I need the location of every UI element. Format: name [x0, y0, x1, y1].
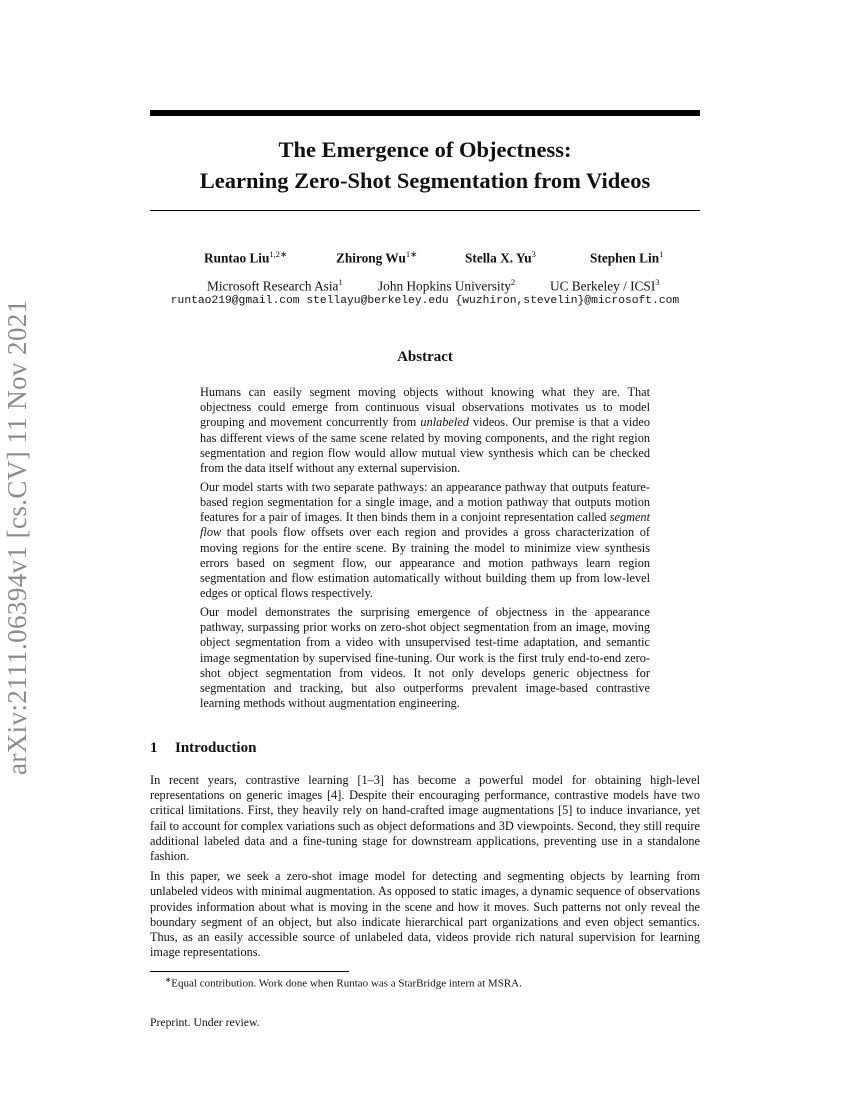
affiliation-name: John Hopkins University — [378, 278, 511, 294]
intro-paragraph-2: In this paper, we seek a zero-shot image model for detecting and segmenting objects by learning from unlabeled videos with minimal augmentation. As opposed to static images, a dynamic sequence of observations provides information about what is moving in the scene and how it moves. Such patterns not only reveal the boundary segment of an object, but also indicate hierarchical part organizations and even object semantics. Thus, as an easily accessible source of unlabeled data, videos provide rich natural supervision for learning image representations. — [150, 869, 700, 960]
author-1 — [204, 249, 287, 266]
abstract-heading: Abstract — [397, 349, 453, 365]
affiliation-name: Microsoft Research Asia — [207, 278, 339, 294]
author-name: Stella X. Yu — [465, 250, 532, 266]
author-name: Stephen Lin — [590, 250, 660, 266]
affiliation-3 — [550, 277, 660, 294]
abstract-text: videos. Our premise is that a video has different views of the same scene related by moving components, and the right region segmentation and region flow would allow mutual view synthesis which can be checked from the data itself without any external supervision. — [200, 415, 650, 476]
abstract-paragraph-1 — [200, 385, 650, 476]
affiliation-name: UC Berkeley / ICSI — [550, 278, 656, 294]
author-affil-mark: 1 — [659, 249, 664, 259]
footnote-rule — [150, 971, 349, 972]
abstract-emphasis: segment flow — [200, 510, 650, 540]
arxiv-stamp: arXiv:2111.06394v1 [cs.CV] 11 Nov 2021 — [2, 299, 32, 775]
section-title: Introduction — [175, 740, 257, 756]
section-number: 1 — [150, 740, 158, 756]
affiliation-2 — [378, 277, 515, 294]
affiliation-1 — [207, 277, 343, 294]
footnote — [165, 975, 522, 990]
author-2 — [336, 249, 417, 266]
title-top-rule — [150, 110, 700, 116]
paper-title — [150, 134, 700, 196]
abstract-text: Our model starts with two separate pathways: an appearance pathway that outputs feature-based region segmentation for a single image, and a motion pathway that outputs motion features for a pair of images. It then binds them in a conjoint representation called — [200, 479, 650, 525]
title-line-2: Learning Zero-Shot Segmentation from Videos — [199, 168, 651, 193]
section-heading-introduction — [150, 740, 256, 757]
intro-paragraph-1: In recent years, contrastive learning [1–3] has become a powerful model for obtaining high-level representations on generic images [4]. Despite their encouraging performance, contrastive models have two critical limitations. First, they heavily rely on hand-crafted image augmentations [5] to induce invariance, yet fail to account for complex variations such as object deformations and 3D viewpoints. Second, they still require additional labeled data and a fine-tuning stage for downstream applications, preventing use in a standalone fashion. — [150, 773, 700, 864]
abstract-paragraph-2 — [200, 480, 650, 602]
footnote-text: Equal contribution. Work done when Runtao was a StarBridge intern at MSRA. — [171, 977, 522, 990]
title-bottom-rule — [150, 210, 700, 211]
footnote-mark: ∗ — [165, 975, 172, 984]
abstract-text: that pools flow offsets over each region and provides a gross characterization of moving regions for the entire scene. By training the model to minimize view synthesis errors based on segment flow, our appearance and motion pathways learn region segmentation and flow estimation automatically without building them up from low-level edges or optical flows respectively. — [200, 525, 650, 601]
abstract-text: Humans can easily segment moving objects without knowing what they are. That objectness could emerge from continuous visual observations motivates us to model grouping and movement concurrently from — [200, 385, 650, 430]
author-name: Runtao Liu — [204, 250, 270, 266]
author-4 — [590, 249, 663, 266]
author-emails: runtao219@gmail.com stellayu@berkeley.edu {wuzhiron,stevelin}@microsoft.com — [170, 295, 680, 307]
preprint-note: Preprint. Under review. — [150, 1016, 260, 1029]
title-line-1: The Emergence of Objectness: — [278, 137, 572, 162]
abstract-paragraph-3: Our model demonstrates the surprising emergence of objectness in the appearance pathway, surpassing prior works on zero-shot object segmentation from an image, moving object segmentation from a video with unsupervised test-time adaptation, and semantic image segmentation by supervised fine-tuning. Our work is the first truly end-to-end zero-shot object segmentation from videos. It not only develops generic objectness for segmentation and tracking, but also outperforms prevalent image-based contrastive learning methods without augmentation engineering. — [200, 605, 650, 711]
author-affil-mark: 1∗ — [405, 249, 418, 259]
affiliation-mark: 2 — [510, 277, 516, 287]
author-3 — [465, 249, 536, 266]
author-affil-mark: 3 — [531, 249, 536, 259]
affiliation-mark: 1 — [338, 277, 343, 287]
author-name: Zhirong Wu — [336, 250, 406, 266]
affiliation-mark: 3 — [655, 277, 660, 287]
author-affil-mark: 1,2∗ — [269, 249, 288, 259]
abstract-emphasis: unlabeled — [420, 415, 469, 430]
introduction-body — [150, 773, 700, 965]
abstract-body — [200, 385, 650, 715]
